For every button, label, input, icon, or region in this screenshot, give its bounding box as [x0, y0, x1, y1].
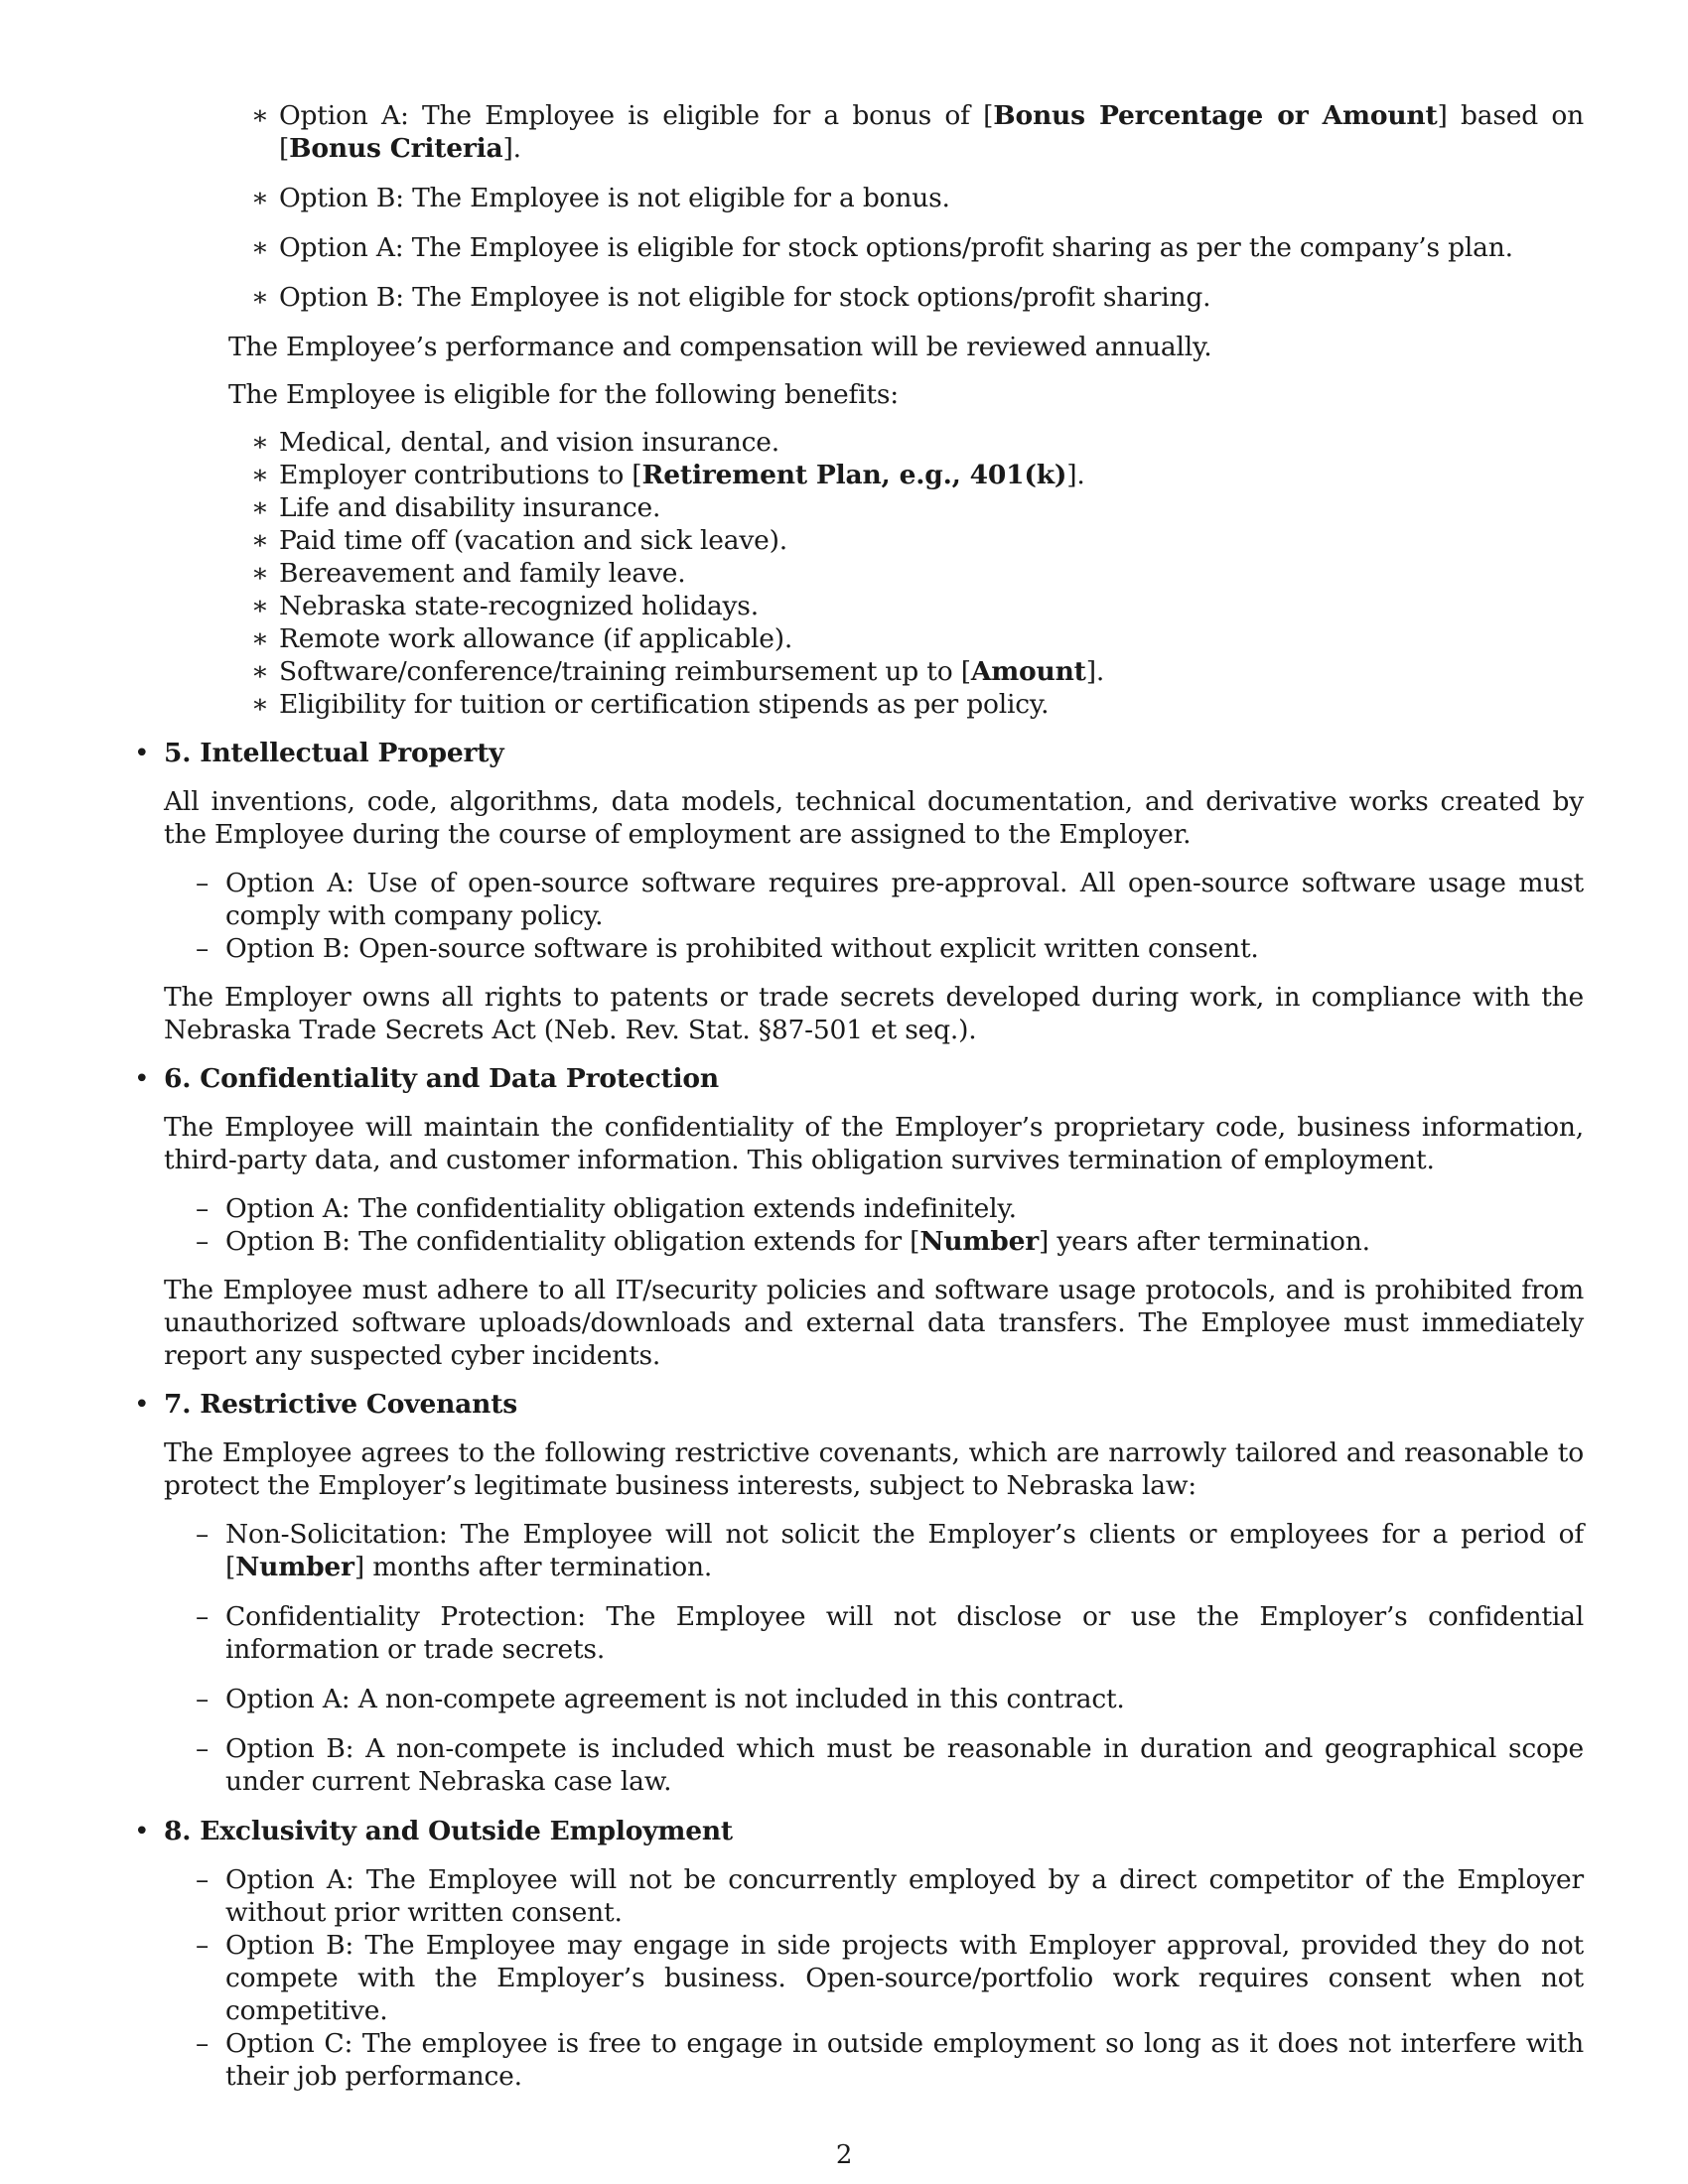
list-item: ∗ Life and disability insurance.	[279, 491, 1584, 524]
list-item: ∗ Option A: The Employee is eligible for stock options/profit sharing as per the company’s plan.	[279, 231, 1584, 264]
ip-closing: The Employer owns all rights to patents or trade secrets developed during work, in compliance with the Nebraska Trade Secrets Act (Neb. Rev. Stat. §87-501 et seq.).	[164, 982, 1584, 1045]
list-item: – Option A: Use of open-source software requires pre-approval. All open-source software usage must comply with company policy.	[225, 867, 1584, 932]
list-item: – Option B: The confidentiality obligation extends for [Number] years after termination.	[225, 1225, 1584, 1258]
list-item: – Option B: Open-source software is prohibited without explicit written consent.	[225, 932, 1584, 965]
list-item: – Option B: The Employee may engage in side projects with Employer approval, provided they do not compete with the Employer’s business. Open-source/portfolio work requires consent when not competitive.	[225, 1929, 1584, 2027]
bullet-icon: •	[134, 1816, 150, 1846]
confidentiality-options-list	[164, 1192, 1584, 1258]
list-item: – Non-Solicitation: The Employee will not solicit the Employer’s clients or employees for a period of [Number] months after termination.	[225, 1518, 1584, 1583]
bullet-icon: •	[134, 1389, 150, 1420]
list-item: ∗ Nebraska state-recognized holidays.	[279, 590, 1584, 622]
exclusivity-options-list	[164, 1863, 1584, 2093]
list-item: ∗ Option B: The Employee is not eligible for a bonus.	[279, 182, 1584, 214]
benefits-list	[164, 426, 1584, 721]
page-content	[134, 99, 1585, 2109]
list-item: – Option A: The Employee will not be concurrently employed by a direct competitor of the Employer without prior written consent.	[225, 1863, 1584, 1929]
bullet-icon: •	[134, 1063, 150, 1094]
list-item: ∗ Eligibility for tuition or certification stipends as per policy.	[279, 688, 1584, 721]
page-number: 2	[835, 2140, 853, 2170]
section-exclusivity	[134, 1815, 1584, 1847]
list-item: ∗ Employer contributions to [Retirement Plan, e.g., 401(k)].	[279, 459, 1584, 491]
review-paragraph: The Employee’s performance and compensation will be reviewed annually.	[228, 332, 1212, 362]
confidentiality-intro: The Employee will maintain the confidentiality of the Employer’s proprietary code, business information, third-party data, and customer information. This obligation survives termination of employment.	[164, 1112, 1584, 1175]
list-item: – Option A: A non-compete agreement is not included in this contract.	[225, 1683, 1584, 1715]
confidentiality-closing: The Employee must adhere to all IT/security policies and software usage protocols, and is prohibited from unauthorized software uploads/downloads and external data transfers. The Employee must immediately report any suspected cyber incidents.	[164, 1275, 1584, 1371]
section-heading: 8. Exclusivity and Outside Employment	[164, 1816, 733, 1846]
list-item: – Option A: The confidentiality obligation extends indefinitely.	[225, 1192, 1584, 1225]
list-item: – Option B: A non-compete is included which must be reasonable in duration and geographical scope under current Nebraska case law.	[225, 1732, 1584, 1798]
list-item: – Option C: The employee is free to engage in outside employment so long as it does not interfere with their job performance.	[225, 2027, 1584, 2093]
ip-options-list	[164, 867, 1584, 965]
bonus-options-list	[164, 99, 1584, 314]
covenants-list	[164, 1518, 1584, 1798]
list-item: ∗ Paid time off (vacation and sick leave).	[279, 524, 1584, 557]
list-item: ∗ Option B: The Employee is not eligible for stock options/profit sharing.	[279, 281, 1584, 314]
section-confidentiality	[134, 1062, 1584, 1095]
section-intellectual-property	[134, 737, 1584, 769]
section-heading: 7. Restrictive Covenants	[164, 1389, 517, 1420]
section-heading: 5. Intellectual Property	[164, 738, 504, 768]
ip-intro: All inventions, code, algorithms, data models, technical documentation, and derivative works created by the Employee during the course of employment are assigned to the Employer.	[164, 786, 1584, 850]
benefits-intro: The Employee is eligible for the following benefits:	[228, 379, 900, 410]
list-item: ∗ Remote work allowance (if applicable).	[279, 622, 1584, 655]
list-item: ∗ Software/conference/training reimbursement up to [Amount].	[279, 655, 1584, 688]
list-item: ∗ Bereavement and family leave.	[279, 557, 1584, 590]
list-item: – Confidentiality Protection: The Employee will not disclose or use the Employer’s confidential information or trade secrets.	[225, 1600, 1584, 1666]
section-restrictive-covenants	[134, 1388, 1584, 1421]
list-item: ∗ Option A: The Employee is eligible for a bonus of [Bonus Percentage or Amount] based on [Bonus Criteria].	[279, 99, 1584, 165]
section-heading: 6. Confidentiality and Data Protection	[164, 1063, 719, 1094]
covenants-intro: The Employee agrees to the following restrictive covenants, which are narrowly tailored and reasonable to protect the Employer’s legitimate business interests, subject to Nebraska law:	[164, 1437, 1584, 1501]
bullet-icon: •	[134, 738, 150, 768]
list-item: ∗ Medical, dental, and vision insurance.	[279, 426, 1584, 459]
